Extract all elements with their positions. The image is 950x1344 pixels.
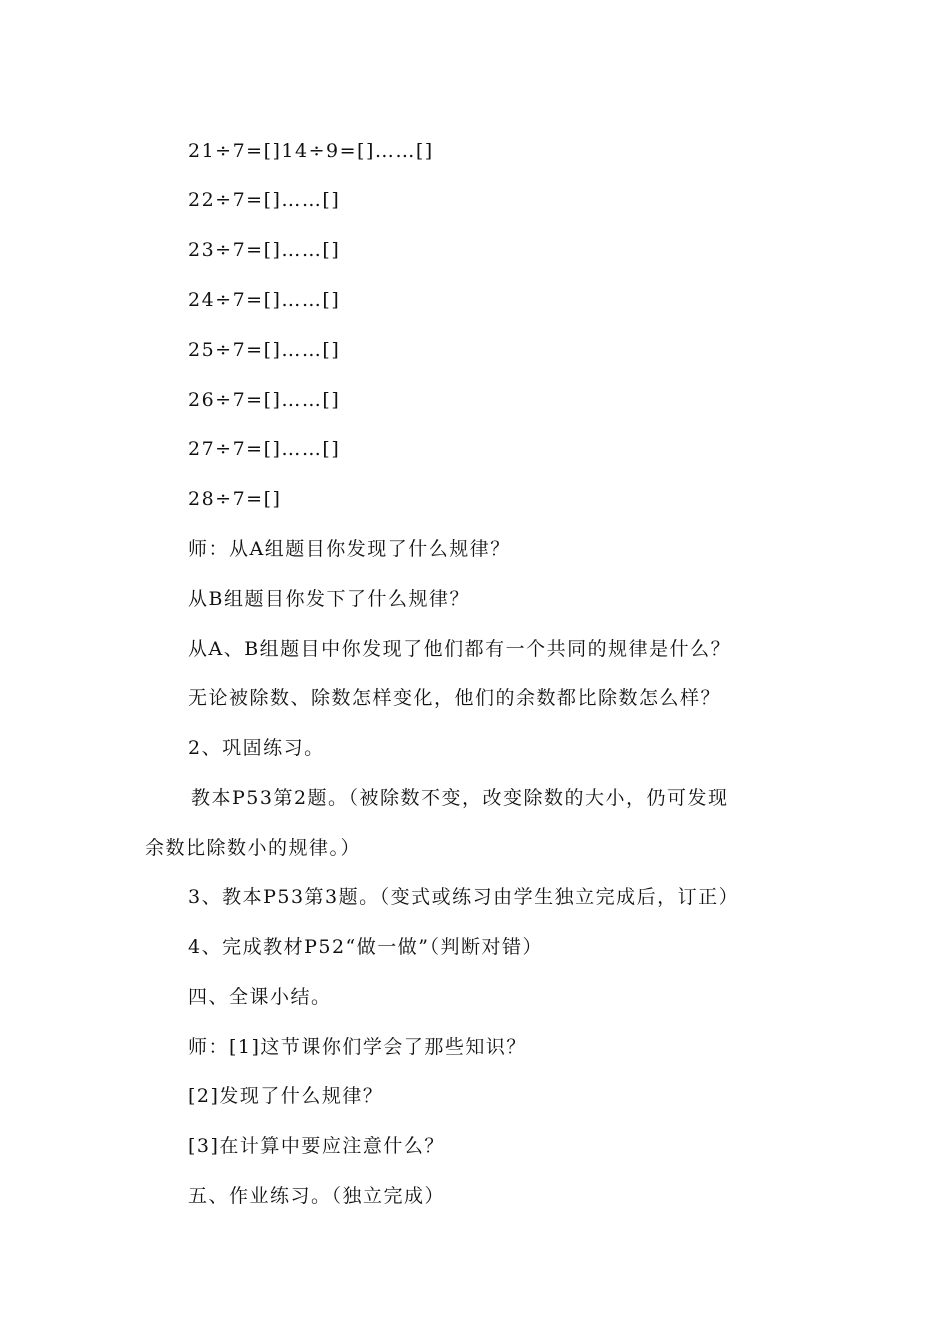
- summary-question-1: 师：[1]这节课你们学会了那些知识？: [188, 1036, 527, 1058]
- question-group-b: 从B组题目你发下了什么规律？: [188, 588, 470, 610]
- equation-line-25: 25÷7=[]……[]: [188, 339, 341, 361]
- exercise-p53-3: 3、教本P53第3题。（变式或练习由学生独立完成后，订正）: [188, 886, 740, 908]
- equation-line-26: 26÷7=[]……[]: [188, 389, 341, 411]
- question-common-rule: 从A、B组题目中你发现了他们都有一个共同的规律是什么？: [188, 638, 732, 660]
- question-group-a: 师：从A组题目你发现了什么规律？: [188, 538, 511, 560]
- equation-line-28: 28÷7=[]: [188, 488, 282, 510]
- equation-line-27: 27÷7=[]……[]: [188, 438, 341, 460]
- equation-line-21: 21÷7=[]14÷9=[]……[]: [188, 140, 434, 162]
- exercise-p53-2-continued: 余数比除数小的规律。）: [145, 837, 362, 859]
- equation-line-24: 24÷7=[]……[]: [188, 289, 341, 311]
- equation-line-22: 22÷7=[]……[]: [188, 189, 341, 211]
- summary-question-2: [2]发现了什么规律？: [188, 1085, 384, 1107]
- exercise-p52: 4、完成教材P52“做一做”（判断对错）: [188, 936, 543, 958]
- summary-question-3: [3]在计算中要应注意什么？: [188, 1135, 445, 1157]
- section-homework: 五、作业练习。（独立完成）: [188, 1185, 446, 1207]
- equation-line-23: 23÷7=[]……[]: [188, 239, 341, 261]
- question-remainder: 无论被除数、除数怎样变化，他们的余数都比除数怎么样？: [188, 687, 722, 709]
- exercise-p53-2: 教本P53第2题。（被除数不变，改变除数的大小，仍可发现: [191, 787, 729, 809]
- section-summary: 四、全课小结。: [188, 986, 332, 1008]
- section-consolidation: 2、巩固练习。: [188, 737, 325, 759]
